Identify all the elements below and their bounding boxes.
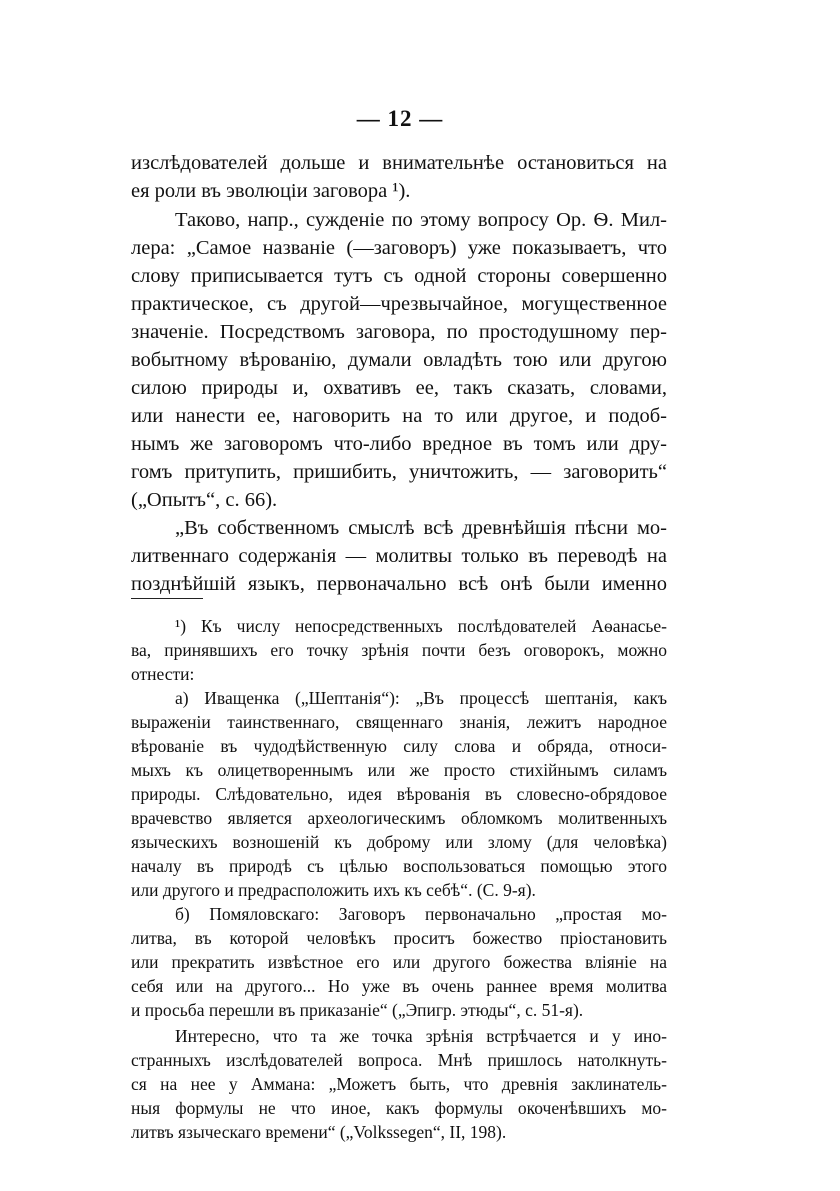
footnote-line: ныя формулы не что иное, какъ формулы окоченѣвшихъ мо- [131,1098,667,1118]
footnote-line: литвъ языческаго времени“ („Volkssegen“, II, 198). [131,1122,507,1142]
text-line: ея роли въ эволюціи заговора ¹). [131,180,411,202]
text-line: Таково, напр., сужденіе по этому вопросу Ор. Ѳ. Мил- [175,209,667,231]
footnote-line: выраженіи таинственнаго, священнаго знанія, лежитъ народное [131,712,667,732]
text-line: литвеннаго содержанія — молитвы только въ переводѣ на [131,545,667,567]
footnote-line: мыхъ къ олицетвореннымъ или же просто стихійнымъ силамъ [131,760,667,780]
footnote-line: или другого и предрасположить ихъ къ себѣ“. (С. 9-я). [131,880,536,900]
footnote-line: б) Помяловскаго: Заговоръ первоначально „простая мо- [175,904,667,924]
text-line: лера: „Самое названіе (—заговоръ) уже показываетъ, что [131,237,667,259]
footnote-line: отнести: [131,664,195,684]
footnote-line: ¹) Къ числу непосредственныхъ послѣдователей Аѳанасье- [175,616,667,636]
footnote-line: языческихъ возношеній къ доброму или злому (для человѣка) [131,832,667,852]
footnote-line: ся на нее у Аммана: „Можетъ быть, что древнія заклинатель- [131,1074,667,1094]
footnote-line: вѣрованіе въ чудодѣйственную силу слова и обряда, относи- [131,736,667,756]
text-line: нымъ же заговоромъ что-либо вредное въ томъ или дру- [131,433,667,455]
text-line: изслѣдователей дольше и внимательнѣе остановиться на [131,152,667,174]
text-line: значеніе. Посредствомъ заговора, по простодушному пер- [131,321,667,343]
text-line: гомъ притупить, пришибить, уничтожить, — заговорить“ [131,461,667,483]
footnote-line: литва, въ которой человѣкъ проситъ божество пріостановить [131,928,667,948]
footnote-divider [131,598,203,599]
text-line: („Опытъ“, с. 66). [131,489,278,511]
text-line: „Въ собственномъ смыслѣ всѣ древнѣйшія пѣсни мо- [175,517,667,539]
text-line: практическое, съ другой—чрезвычайное, могущественное [131,293,667,315]
footnote-line: странныхъ изслѣдователей вопроса. Мнѣ пришлось натолкнуть- [131,1050,667,1070]
text-line: или нанести ее, наговорить на то или другое, и подоб- [131,405,667,427]
footnote-line: Интересно, что та же точка зрѣнія встрѣчается и у ино- [175,1026,667,1046]
text-line: позднѣйшій языкъ, первоначально всѣ онѣ были именно [131,573,667,595]
text-line: силою природы и, охвативъ ее, такъ сказать, словами, [131,377,667,399]
footnote-line: природы. Слѣдовательно, идея вѣрованія въ словесно-обрядовое [131,784,667,804]
footnote-line: ва, принявшихъ его точку зрѣнія почти безъ оговорокъ, можно [131,640,667,660]
footnote-line: и просьба перешли въ приказаніе“ („Эпигр. этюды“, с. 51-я). [131,1000,584,1020]
footnote-line: а) Иващенка („Шептанія“): „Въ процессѣ шептанія, какъ [175,688,667,708]
footnote-line: или прекратить извѣстное его или другого божества вліяніе на [131,952,667,972]
page-number: — 12 — [356,106,444,131]
footnote-line: себя или на другого... Но уже въ очень раннее время молитва [131,976,667,996]
text-line: слову приписывается тутъ съ одной стороны совершенно [131,265,667,287]
footnote-line: началу въ природѣ съ цѣлью воспользоваться помощью этого [131,856,667,876]
text-line: вобытному вѣрованію, думали овладѣть тою или другою [131,349,667,371]
footnote-line: врачевство является археологическимъ обломкомъ молитвенныхъ [131,808,667,828]
